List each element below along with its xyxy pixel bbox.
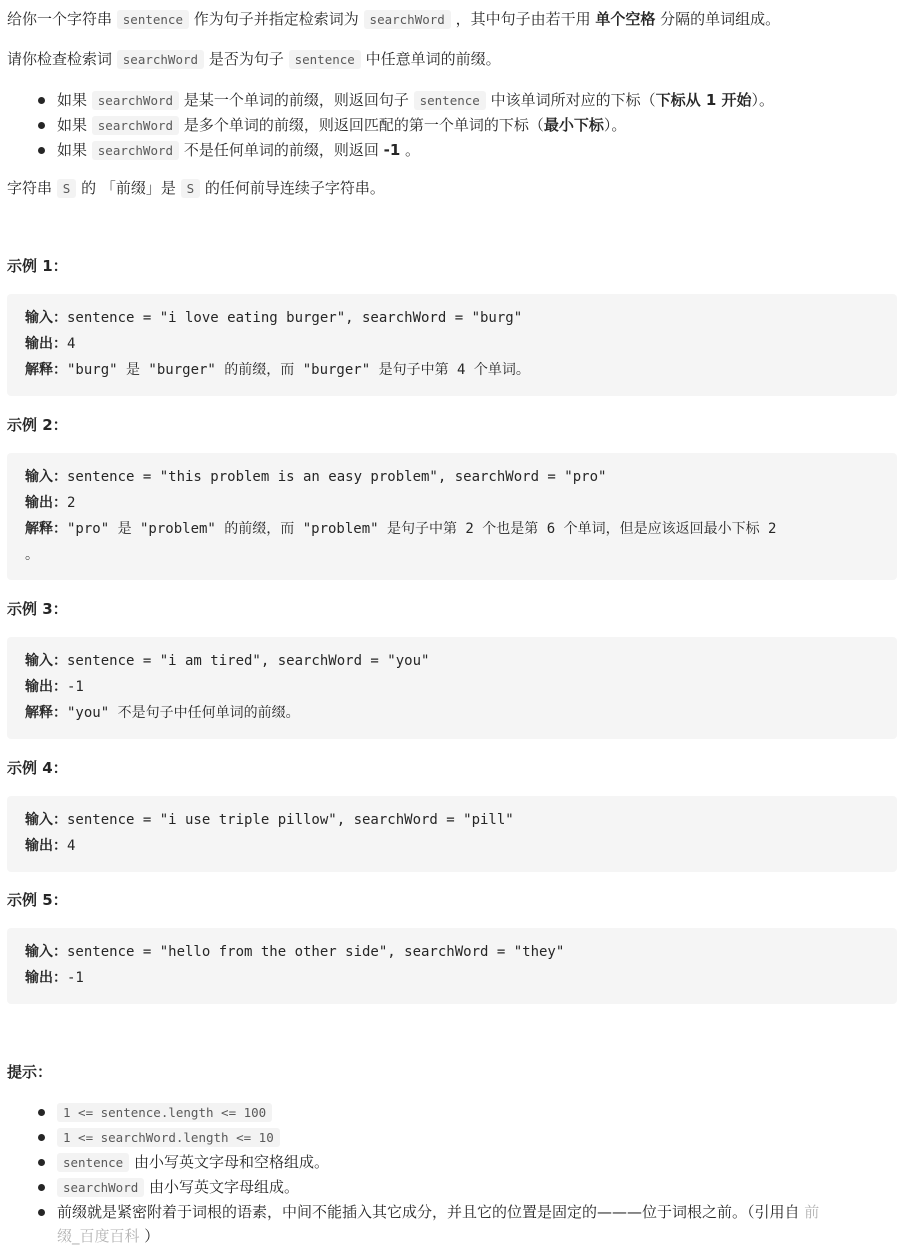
input-label: 输入：: [25, 653, 67, 669]
example-input: sentence = "hello from the other side", searchWord = "they": [67, 944, 565, 960]
output-label: 输出：: [25, 336, 67, 352]
list-item: [7, 1100, 819, 1125]
example-explanation: "burg" 是 "burger" 的前缀，而 "burger" 是句子中第 4 个单词。: [67, 362, 530, 378]
bullet-icon: [38, 1184, 45, 1191]
inline-code: searchWord: [57, 1178, 144, 1197]
example-block: [7, 928, 897, 1004]
bullet-icon: [38, 1109, 45, 1116]
example-explanation: "you" 不是句子中任何单词的前缀。: [67, 705, 300, 721]
list-item: 如果 searchWord 是多个单词的前缀，则返回匹配的第一个单词的下标（最小下标）。: [7, 113, 774, 138]
example-output: -1: [67, 970, 84, 986]
example-title: 示例 3：: [7, 600, 68, 618]
inline-code: searchWord: [92, 116, 179, 135]
explanation-label: 解释：: [25, 521, 67, 537]
input-label: 输入：: [25, 944, 67, 960]
list-item: 如果 searchWord 是某一个单词的前缀，则返回句子 sentence 中该单词所对应的下标（下标从 1 开始）。: [7, 88, 774, 113]
list-item-continuation: 缀_百度百科 ）: [57, 1227, 160, 1245]
intro-paragraph-3: 字符串 S 的 「前缀」是 S 的任何前导连续子字符串。: [7, 179, 385, 197]
example-block: [7, 637, 897, 739]
list-item: 前缀就是紧密附着于词根的语素，中间不能插入其它成分，并且它的位置是固定的———位于词根之前。（引用自 前: [7, 1200, 819, 1224]
explanation-label: 解释：: [25, 362, 67, 378]
example-title: 示例 2：: [7, 416, 68, 434]
bullet-icon: [38, 122, 45, 129]
bullet-icon: [38, 147, 45, 154]
output-label: 输出：: [25, 495, 67, 511]
list-item: searchWord 由小写英文字母组成。: [7, 1175, 819, 1200]
inline-code: 1 <= searchWord.length <= 10: [57, 1128, 280, 1147]
example-title: 示例 5：: [7, 891, 68, 909]
explanation-label: 解释：: [25, 705, 67, 721]
inline-code: sentence: [57, 1153, 129, 1172]
example-title: 示例 4：: [7, 759, 68, 777]
inline-code: searchWord: [92, 141, 179, 160]
example-block: [7, 796, 897, 872]
output-label: 输出：: [25, 838, 67, 854]
output-label: 输出：: [25, 679, 67, 695]
example-input: sentence = "i am tired", searchWord = "you": [67, 653, 430, 669]
example-input: sentence = "i love eating burger", searchWord = "burg": [67, 310, 523, 326]
input-label: 输入：: [25, 310, 67, 326]
example-input: sentence = "i use triple pillow", searchWord = "pill": [67, 812, 514, 828]
output-label: 输出：: [25, 970, 67, 986]
list-item: [7, 1125, 819, 1150]
bullet-icon: [38, 1159, 45, 1166]
inline-code: searchWord: [92, 91, 179, 110]
bullet-icon: [38, 97, 45, 104]
intro-paragraph-2: 请你检查检索词 searchWord 是否为句子 sentence 中任意单词的前缀。: [7, 50, 501, 68]
inline-code: sentence: [414, 91, 486, 110]
example-explanation: "pro" 是 "problem" 的前缀，而 "problem" 是句子中第 2 个也是第 6 个单词，但是应该返回最小下标 2: [67, 521, 777, 537]
bullet-icon: [38, 1209, 45, 1216]
inline-code: sentence: [289, 50, 361, 69]
example-block: [7, 294, 897, 396]
example-output: 2: [67, 495, 76, 511]
input-label: 输入：: [25, 469, 67, 485]
list-item: sentence 由小写英文字母和空格组成。: [7, 1150, 819, 1175]
example-output: -1: [67, 679, 84, 695]
example-output: 4: [67, 838, 76, 854]
inline-code: S: [57, 179, 77, 198]
example-block: [7, 453, 897, 580]
hints-list: [7, 1100, 819, 1248]
intro-paragraph-1: 给你一个字符串 sentence 作为句子并指定检索词为 searchWord ，其中句子由若干用 单个空格 分隔的单词组成。: [7, 10, 781, 28]
example-explanation-cont: 。: [25, 547, 39, 563]
baike-link-cont[interactable]: 缀_百度百科: [57, 1227, 140, 1245]
example-input: sentence = "this problem is an easy problem", searchWord = "pro": [67, 469, 607, 485]
baike-link[interactable]: 前: [804, 1203, 820, 1221]
example-title: 示例 1：: [7, 257, 68, 275]
hints-title: 提示：: [7, 1063, 53, 1081]
inline-code: 1 <= sentence.length <= 100: [57, 1103, 272, 1122]
inline-code: S: [181, 179, 201, 198]
rules-list: [7, 88, 774, 163]
bullet-icon: [38, 1134, 45, 1141]
input-label: 输入：: [25, 812, 67, 828]
inline-code: sentence: [117, 10, 189, 29]
list-item: 如果 searchWord 不是任何单词的前缀，则返回 -1 。: [7, 138, 774, 163]
example-output: 4: [67, 336, 76, 352]
inline-code: searchWord: [364, 10, 451, 29]
inline-code: searchWord: [117, 50, 204, 69]
